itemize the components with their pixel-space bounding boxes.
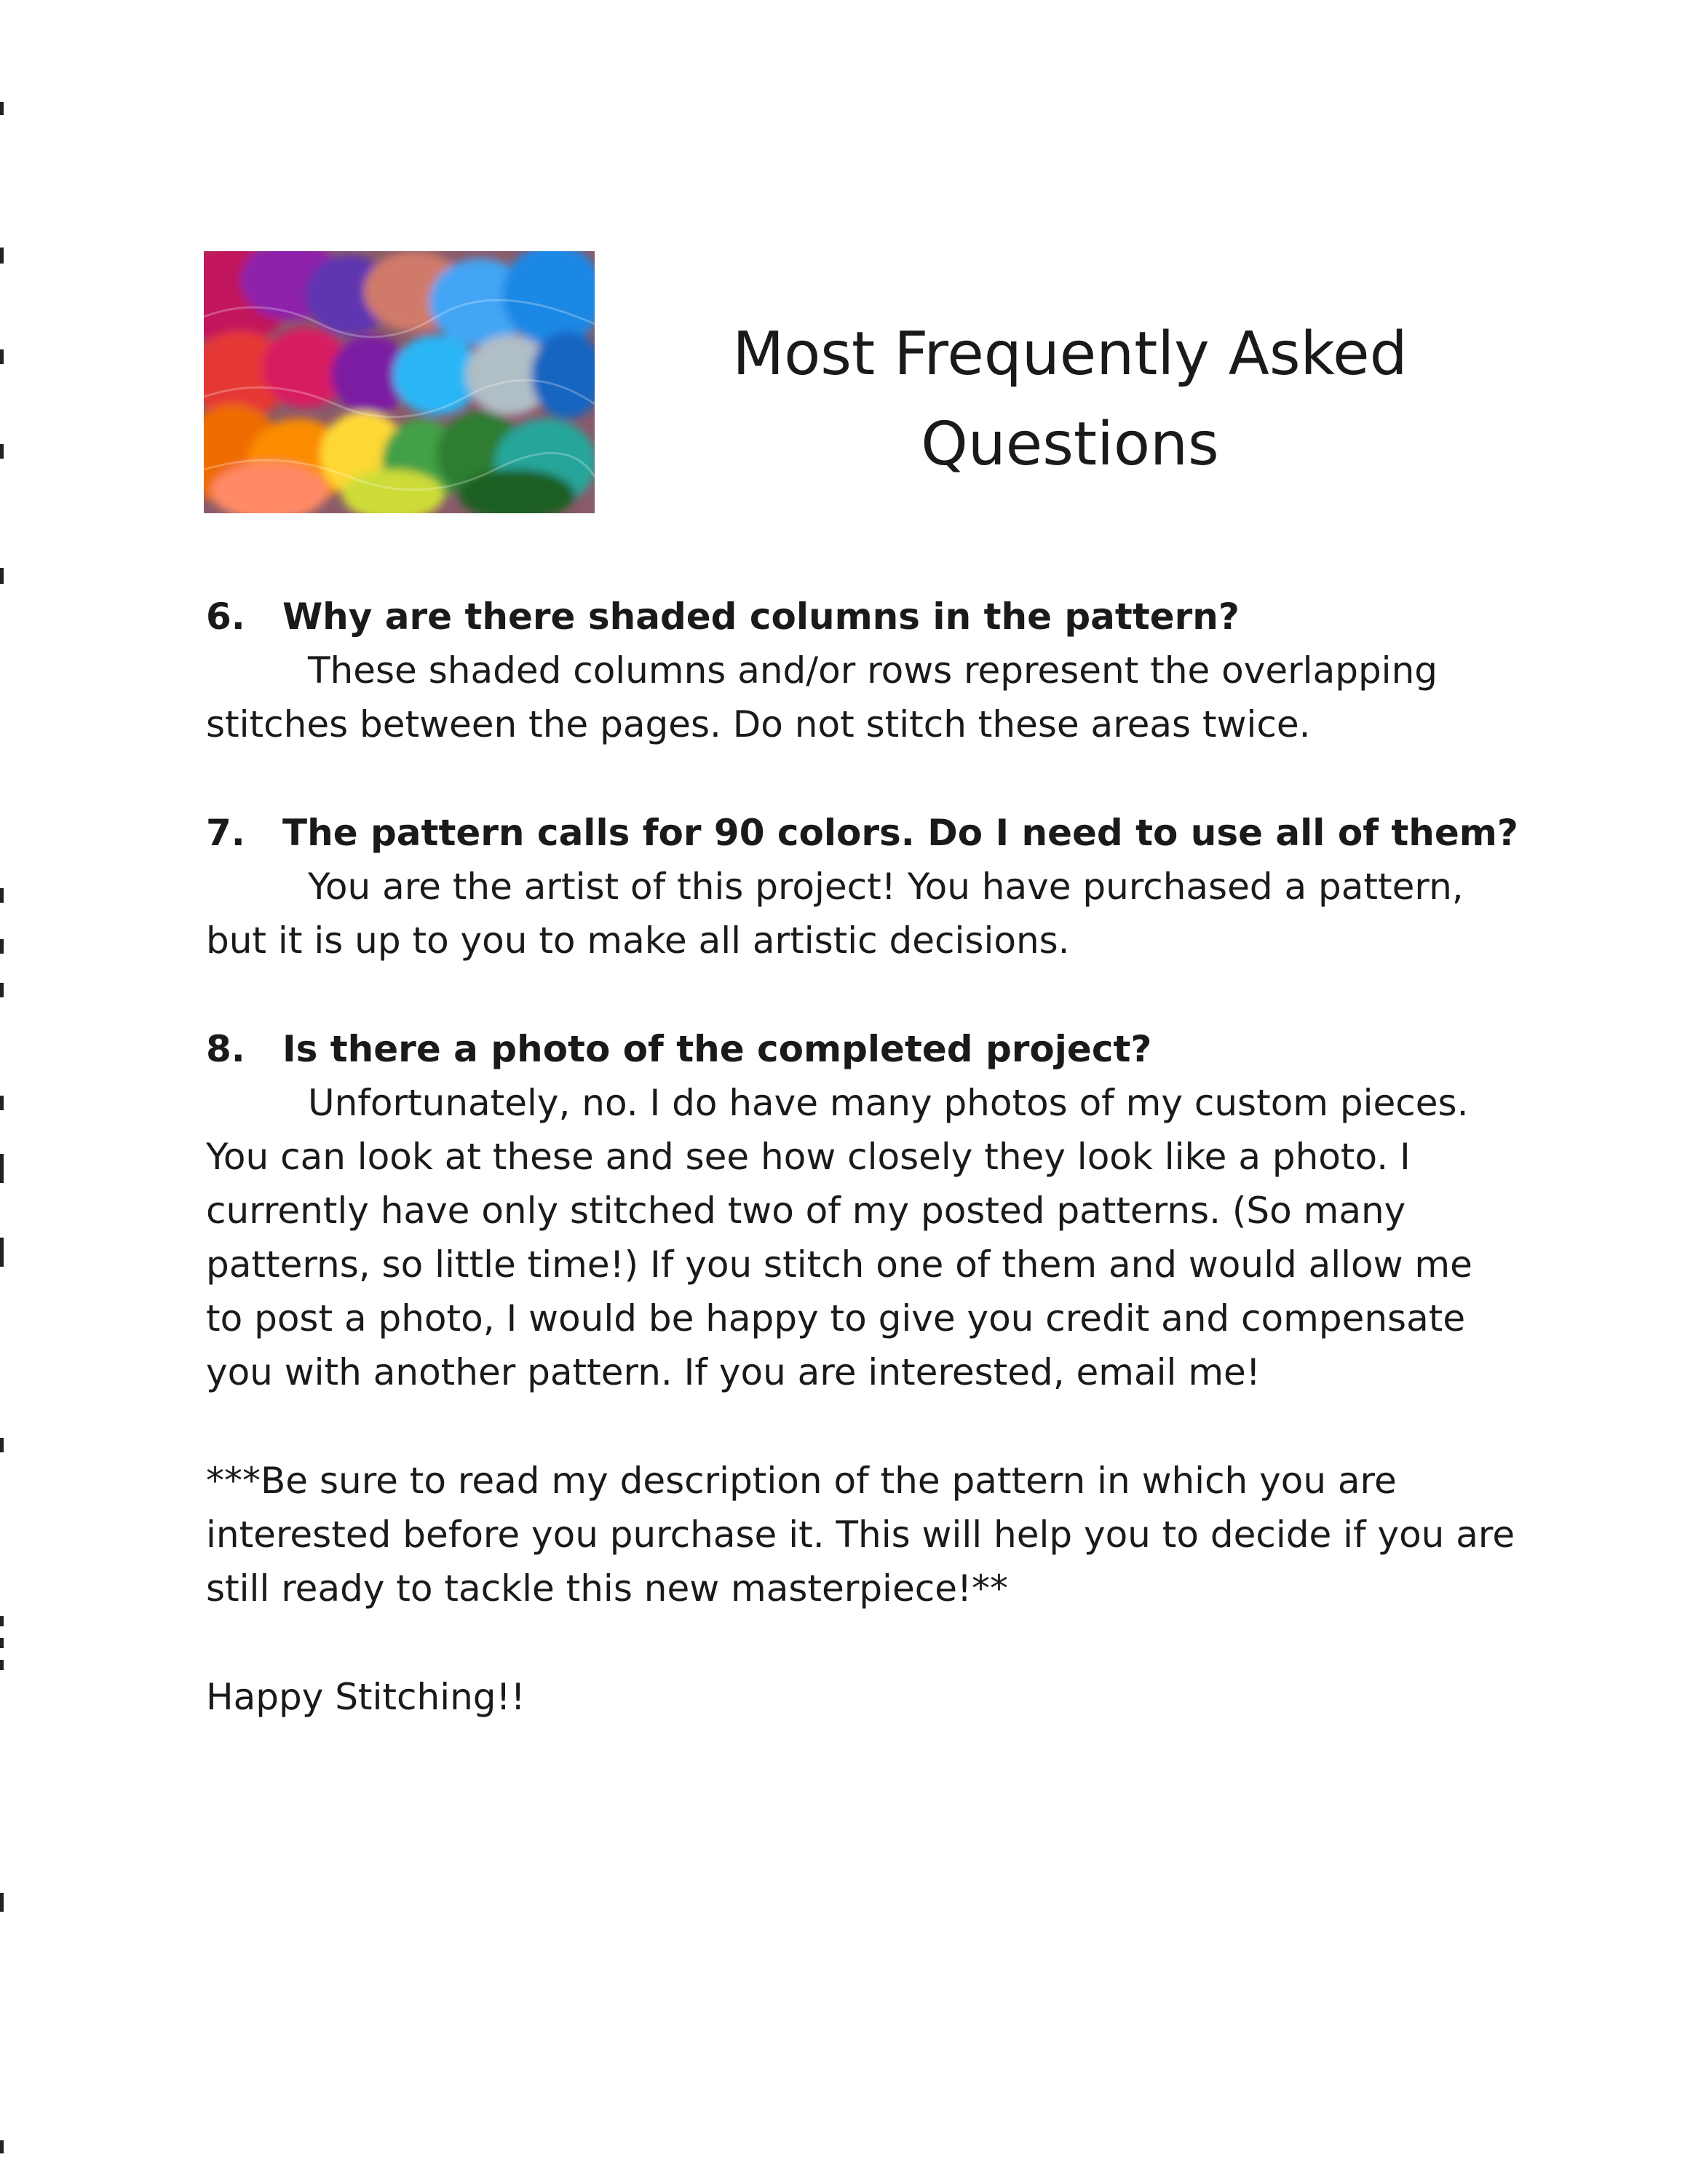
faq-answer: Unfortunately, no. I do have many photos of my custom pieces. You can look at these and see how closely they look like a photo. I currently have only stitched two of my posted patterns. (So many patterns, so little time!) If you stitch one of them and would allow me to post a photo, I would be happy to give you credit and compensate you with another pattern. If you are interested, email me! [206, 1082, 1472, 1393]
scan-edge-mark [0, 2140, 4, 2153]
scan-edge-mark [0, 102, 4, 115]
floss-skeins-icon [204, 251, 595, 513]
scan-edge-mark [0, 1438, 4, 1452]
scan-edge-mark [0, 1238, 4, 1267]
faq-number: 7. [206, 812, 245, 854]
scan-edge-mark [0, 1616, 4, 1626]
faq-number: 6. [206, 596, 245, 638]
faq-question [206, 590, 1516, 644]
faq-answer: You are the artist of this project! You have purchased a pattern, but it is up to you to make all artistic decisions. [206, 866, 1464, 962]
scan-edge-mark [0, 939, 4, 954]
scan-edge-mark [0, 1096, 4, 1110]
scan-edge-mark [0, 444, 4, 459]
faq-item [206, 806, 1516, 968]
scan-edge-mark [0, 568, 4, 584]
page-title-line-1: Most Frequently Asked [732, 320, 1408, 389]
faq-question-text: Is there a photo of the completed project? [282, 1028, 1152, 1070]
scan-edge-mark [0, 1638, 4, 1648]
scan-edge-mark [0, 888, 4, 903]
page-title [611, 309, 1529, 490]
faq-question-text: The pattern calls for 90 colors. Do I need to use all of them? [282, 812, 1518, 854]
scan-edge-mark [0, 1660, 4, 1670]
scan-edge-mark [0, 983, 4, 997]
faq-question-text: Why are there shaded columns in the pattern? [282, 596, 1240, 638]
scan-edge-mark [0, 1154, 4, 1183]
closing-signoff: Happy Stitching!! [206, 1676, 526, 1718]
faq-question [206, 806, 1516, 860]
purchase-note: ***Be sure to read my description of the pattern in which you are interested before you purchase it. This will help you to decide if you are still ready to tackle this new masterpiece!** [206, 1460, 1515, 1610]
faq-item [206, 1022, 1516, 1399]
scan-edge-mark [0, 1893, 4, 1912]
embroidery-floss-photo [204, 251, 595, 513]
scan-edge-mark [0, 248, 4, 264]
faq-number: 8. [206, 1028, 245, 1070]
faq-content [206, 590, 1516, 1724]
faq-item [206, 590, 1516, 751]
scan-edge-mark [0, 349, 4, 364]
faq-question [206, 1022, 1516, 1076]
page-title-line-2: Questions [921, 410, 1219, 479]
faq-answer: These shaded columns and/or rows represent the overlapping stitches between the pages. Do not stitch these areas twice. [206, 649, 1438, 745]
